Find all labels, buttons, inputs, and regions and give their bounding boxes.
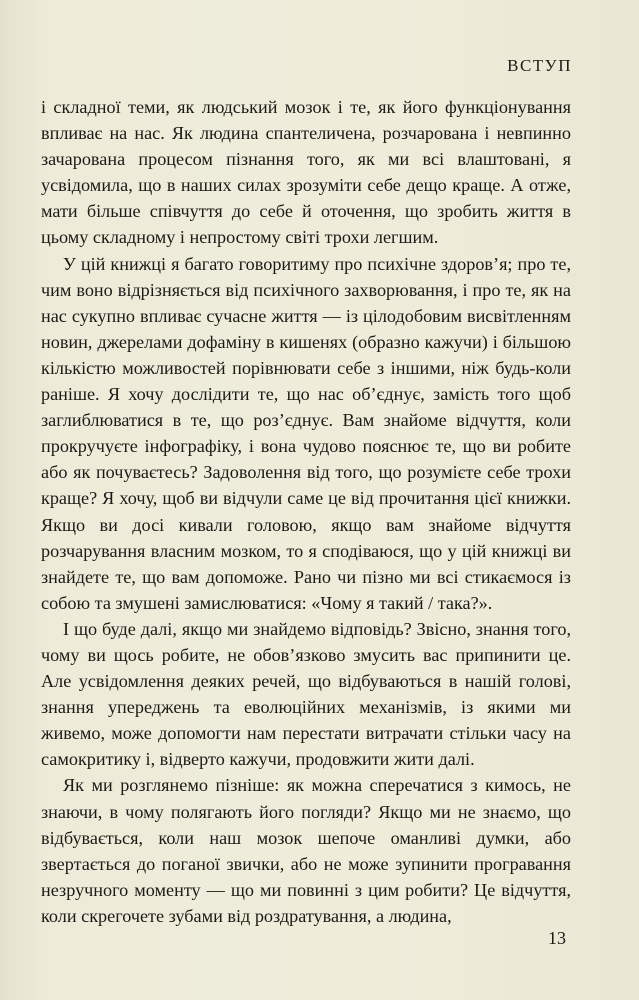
page-number: 13: [548, 928, 566, 948]
body-text: [41, 94, 571, 929]
paragraph-2: У цій книжці я багато говоритиму про психічне здоров’я; про те, чим воно відрізняється від психічного захворювання, і про те, як на нас сукупно впливає сучасне життя — із цілодобовим висвітленням новин, джерелами дофаміну в кишенях (образно кажучи) і більшою кількістю можливостей порівнювати себе з іншими, ніж будь-коли раніше. Я хочу дослідити те, що нас об’єднує, замість того щоб заглиблюватися в те, що роз’єднує. Вам знайоме відчуття, коли прокручуєте інфографіку, і вона чудово пояснює те, що ви робите або як почуваєтесь? Задоволення від того, що розумієте себе трохи краще? Я хочу, щоб ви відчули саме це від прочитання цієї книжки. Якщо ви досі кивали головою, якщо вам знайоме відчуття розчарування власним мозком, то я сподіваюся, що у цій книжці ви знайдете те, що вам допоможе. Рано чи пізно ми всі стикаємося із собою та змушені замислюватися: «Чому я такий / така?».: [41, 253, 571, 613]
running-head: ВСТУП: [507, 56, 572, 75]
paragraph-1: і складної теми, як людський мозок і те, як його функціонування впливає на нас. Як людина спантеличена, розчарована і невпинно зачарована процесом пізнання того, як ми всі влаштовані, я усвідомила, що в наших силах зрозуміти себе дещо краще. А отже, мати більше співчуття до себе й оточення, що зробить життя в цьому складному і непростому світі трохи легшим.: [41, 97, 571, 248]
paragraph-4: Як ми розглянемо пізніше: як можна сперечатися з кимось, не знаючи, в чому полягають його погляди? Якщо ми не знаємо, що відбувається, коли наш мозок шепоче оманливі думки, або звертається до поганої звички, або не може зупинити програвання незручного моменту — що ми повинні з цим робити? Це відчуття, коли скрегочете зубами від роздратування, а людина,: [41, 775, 571, 926]
paragraph-3: І що буде далі, якщо ми знайдемо відповідь? Звісно, знання того, чому ви щось робите, не обов’язково змусить вас припинити це. Але усвідомлення деяких речей, що відбуваються в нашій голові, знання упереджень та еволюційних механізмів, із якими ми живемо, може допомогти нам перестати витрачати стільки часу на самокритику і, відверто кажучи, продовжити жити далі.: [41, 618, 571, 770]
show-through-text: [80, 58, 380, 74]
